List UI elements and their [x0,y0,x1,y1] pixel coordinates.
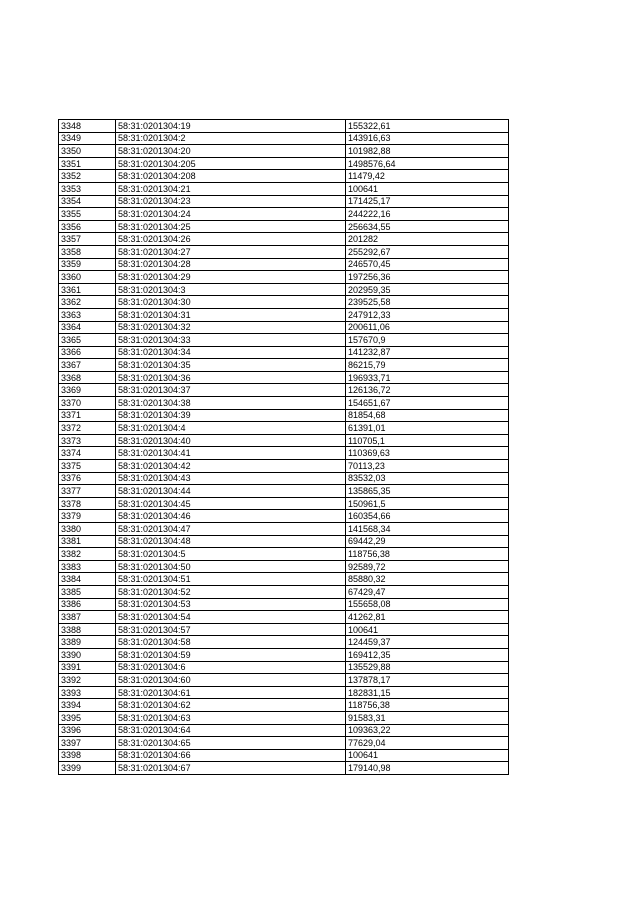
row-number-cell: 3398 [59,749,116,762]
table-row [59,359,509,372]
table-row [59,560,509,573]
value-cell: 135529,88 [346,661,509,674]
cadastral-number-cell: 58:31:0201304:32 [116,321,346,334]
row-number-cell: 3379 [59,510,116,523]
cadastral-number-cell: 58:31:0201304:43 [116,472,346,485]
value-cell: 157670,9 [346,334,509,347]
cadastral-number-cell: 58:31:0201304:57 [116,623,346,636]
row-number-cell: 3393 [59,686,116,699]
row-number-cell: 3366 [59,346,116,359]
value-cell: 143916,63 [346,132,509,145]
cadastral-number-cell: 58:31:0201304:40 [116,434,346,447]
cadastral-number-cell: 58:31:0201304:3 [116,283,346,296]
row-number-cell: 3394 [59,699,116,712]
value-cell: 85880,32 [346,573,509,586]
table-row [59,145,509,158]
value-cell: 160354,66 [346,510,509,523]
row-number-cell: 3386 [59,598,116,611]
table-row [59,447,509,460]
row-number-cell: 3389 [59,636,116,649]
cadastral-number-cell: 58:31:0201304:208 [116,170,346,183]
cadastral-number-cell: 58:31:0201304:35 [116,359,346,372]
row-number-cell: 3352 [59,170,116,183]
table-row [59,397,509,410]
value-cell: 100641 [346,749,509,762]
value-cell: 182831,15 [346,686,509,699]
value-cell: 141568,34 [346,523,509,536]
cadastral-number-cell: 58:31:0201304:29 [116,271,346,284]
table-row [59,573,509,586]
row-number-cell: 3385 [59,585,116,598]
value-cell: 141232,87 [346,346,509,359]
value-cell: 256634,55 [346,220,509,233]
row-number-cell: 3391 [59,661,116,674]
cadastral-number-cell: 58:31:0201304:6 [116,661,346,674]
table-row [59,548,509,561]
row-number-cell: 3396 [59,724,116,737]
table-row [59,208,509,221]
table-row [59,724,509,737]
cadastral-number-cell: 58:31:0201304:62 [116,699,346,712]
cadastral-number-cell: 58:31:0201304:33 [116,334,346,347]
row-number-cell: 3359 [59,258,116,271]
table-row [59,686,509,699]
row-number-cell: 3378 [59,497,116,510]
cadastral-number-cell: 58:31:0201304:28 [116,258,346,271]
value-cell: 179140,98 [346,762,509,775]
row-number-cell: 3358 [59,245,116,258]
row-number-cell: 3353 [59,182,116,195]
table-row [59,472,509,485]
value-cell: 101982,88 [346,145,509,158]
value-cell: 200611,06 [346,321,509,334]
value-cell: 118756,38 [346,699,509,712]
row-number-cell: 3368 [59,371,116,384]
row-number-cell: 3374 [59,447,116,460]
cadastral-number-cell: 58:31:0201304:59 [116,648,346,661]
value-cell: 255292,67 [346,245,509,258]
row-number-cell: 3384 [59,573,116,586]
table-row [59,170,509,183]
table-row [59,762,509,775]
table-row [59,157,509,170]
value-cell: 86215,79 [346,359,509,372]
cadastral-number-cell: 58:31:0201304:27 [116,245,346,258]
table-row [59,120,509,133]
table-row [59,271,509,284]
value-cell: 81854,68 [346,409,509,422]
cadastral-number-cell: 58:31:0201304:39 [116,409,346,422]
value-cell: 246570,45 [346,258,509,271]
row-number-cell: 3364 [59,321,116,334]
cadastral-number-cell: 58:31:0201304:61 [116,686,346,699]
value-cell: 41262,81 [346,611,509,624]
row-number-cell: 3362 [59,296,116,309]
value-cell: 92589,72 [346,560,509,573]
value-cell: 100641 [346,182,509,195]
table-row [59,674,509,687]
cadastral-number-cell: 58:31:0201304:47 [116,523,346,536]
row-number-cell: 3369 [59,384,116,397]
row-number-cell: 3356 [59,220,116,233]
row-number-cell: 3351 [59,157,116,170]
value-cell: 110705,1 [346,434,509,447]
table-row [59,258,509,271]
table-row [59,485,509,498]
cadastral-number-cell: 58:31:0201304:54 [116,611,346,624]
row-number-cell: 3395 [59,711,116,724]
row-number-cell: 3377 [59,485,116,498]
row-number-cell: 3350 [59,145,116,158]
value-cell: 100641 [346,623,509,636]
table-row [59,132,509,145]
table-row [59,749,509,762]
value-cell: 196933,71 [346,371,509,384]
value-cell: 91583,31 [346,711,509,724]
cadastral-number-cell: 58:31:0201304:4 [116,422,346,435]
table-row [59,636,509,649]
row-number-cell: 3373 [59,434,116,447]
table-row [59,409,509,422]
table-row [59,497,509,510]
row-number-cell: 3372 [59,422,116,435]
value-cell: 110369,63 [346,447,509,460]
cadastral-number-cell: 58:31:0201304:50 [116,560,346,573]
row-number-cell: 3371 [59,409,116,422]
value-cell: 201282 [346,233,509,246]
value-cell: 247912,33 [346,308,509,321]
row-number-cell: 3388 [59,623,116,636]
table-row [59,384,509,397]
cadastral-number-cell: 58:31:0201304:41 [116,447,346,460]
row-number-cell: 3367 [59,359,116,372]
row-number-cell: 3361 [59,283,116,296]
value-cell: 118756,38 [346,548,509,561]
table-row [59,699,509,712]
table-row [59,422,509,435]
row-number-cell: 3365 [59,334,116,347]
row-number-cell: 3382 [59,548,116,561]
cadastral-number-cell: 58:31:0201304:5 [116,548,346,561]
row-number-cell: 3354 [59,195,116,208]
cadastral-number-cell: 58:31:0201304:23 [116,195,346,208]
value-cell: 155322,61 [346,120,509,133]
value-cell: 239525,58 [346,296,509,309]
table-row [59,661,509,674]
cadastral-number-cell: 58:31:0201304:26 [116,233,346,246]
row-number-cell: 3348 [59,120,116,133]
value-cell: 150961,5 [346,497,509,510]
cadastral-number-cell: 58:31:0201304:67 [116,762,346,775]
table-row [59,598,509,611]
table-row [59,623,509,636]
cadastral-number-cell: 58:31:0201304:34 [116,346,346,359]
cadastral-number-cell: 58:31:0201304:36 [116,371,346,384]
value-cell: 61391,01 [346,422,509,435]
cadastral-number-cell: 58:31:0201304:66 [116,749,346,762]
cadastral-number-cell: 58:31:0201304:48 [116,535,346,548]
cadastral-number-cell: 58:31:0201304:46 [116,510,346,523]
cadastral-number-cell: 58:31:0201304:19 [116,120,346,133]
cadastral-number-cell: 58:31:0201304:20 [116,145,346,158]
value-cell: 126136,72 [346,384,509,397]
value-cell: 83532,03 [346,472,509,485]
cadastral-number-cell: 58:31:0201304:37 [116,384,346,397]
table-row [59,523,509,536]
row-number-cell: 3355 [59,208,116,221]
table-row [59,585,509,598]
cadastral-number-cell: 58:31:0201304:42 [116,460,346,473]
value-cell: 69442,29 [346,535,509,548]
table-body [59,120,509,775]
table-row [59,371,509,384]
value-cell: 77629,04 [346,737,509,750]
row-number-cell: 3383 [59,560,116,573]
table-row [59,220,509,233]
cadastral-number-cell: 58:31:0201304:31 [116,308,346,321]
value-cell: 135865,35 [346,485,509,498]
cadastral-value-table [58,119,509,775]
table-row [59,535,509,548]
value-cell: 124459,37 [346,636,509,649]
table-row [59,182,509,195]
value-cell: 137878,17 [346,674,509,687]
table-row [59,308,509,321]
cadastral-number-cell: 58:31:0201304:44 [116,485,346,498]
row-number-cell: 3360 [59,271,116,284]
row-number-cell: 3376 [59,472,116,485]
value-cell: 109363,22 [346,724,509,737]
table-row [59,510,509,523]
table-row [59,346,509,359]
row-number-cell: 3357 [59,233,116,246]
table-row [59,737,509,750]
row-number-cell: 3381 [59,535,116,548]
cadastral-number-cell: 58:31:0201304:30 [116,296,346,309]
table-row [59,611,509,624]
row-number-cell: 3370 [59,397,116,410]
table-row [59,648,509,661]
row-number-cell: 3399 [59,762,116,775]
value-cell: 11479,42 [346,170,509,183]
table-row [59,195,509,208]
table-row [59,283,509,296]
row-number-cell: 3397 [59,737,116,750]
row-number-cell: 3375 [59,460,116,473]
cadastral-number-cell: 58:31:0201304:205 [116,157,346,170]
cadastral-number-cell: 58:31:0201304:21 [116,182,346,195]
row-number-cell: 3380 [59,523,116,536]
cadastral-number-cell: 58:31:0201304:45 [116,497,346,510]
cadastral-number-cell: 58:31:0201304:64 [116,724,346,737]
value-cell: 171425,17 [346,195,509,208]
row-number-cell: 3390 [59,648,116,661]
value-cell: 154651,67 [346,397,509,410]
table-row [59,245,509,258]
cadastral-number-cell: 58:31:0201304:25 [116,220,346,233]
table-row [59,321,509,334]
row-number-cell: 3363 [59,308,116,321]
table-row [59,460,509,473]
cadastral-number-cell: 58:31:0201304:60 [116,674,346,687]
table-row [59,334,509,347]
cadastral-number-cell: 58:31:0201304:38 [116,397,346,410]
value-cell: 70113,23 [346,460,509,473]
value-cell: 67429,47 [346,585,509,598]
row-number-cell: 3387 [59,611,116,624]
cadastral-number-cell: 58:31:0201304:51 [116,573,346,586]
cadastral-number-cell: 58:31:0201304:2 [116,132,346,145]
row-number-cell: 3349 [59,132,116,145]
cadastral-number-cell: 58:31:0201304:58 [116,636,346,649]
value-cell: 155658,08 [346,598,509,611]
cadastral-number-cell: 58:31:0201304:53 [116,598,346,611]
value-cell: 169412,35 [346,648,509,661]
table-row [59,434,509,447]
cadastral-number-cell: 58:31:0201304:65 [116,737,346,750]
value-cell: 1498576,64 [346,157,509,170]
cadastral-number-cell: 58:31:0201304:24 [116,208,346,221]
table-row [59,296,509,309]
cadastral-number-cell: 58:31:0201304:52 [116,585,346,598]
row-number-cell: 3392 [59,674,116,687]
table-row [59,233,509,246]
value-cell: 202959,35 [346,283,509,296]
table-row [59,711,509,724]
cadastral-number-cell: 58:31:0201304:63 [116,711,346,724]
value-cell: 197256,36 [346,271,509,284]
value-cell: 244222,16 [346,208,509,221]
